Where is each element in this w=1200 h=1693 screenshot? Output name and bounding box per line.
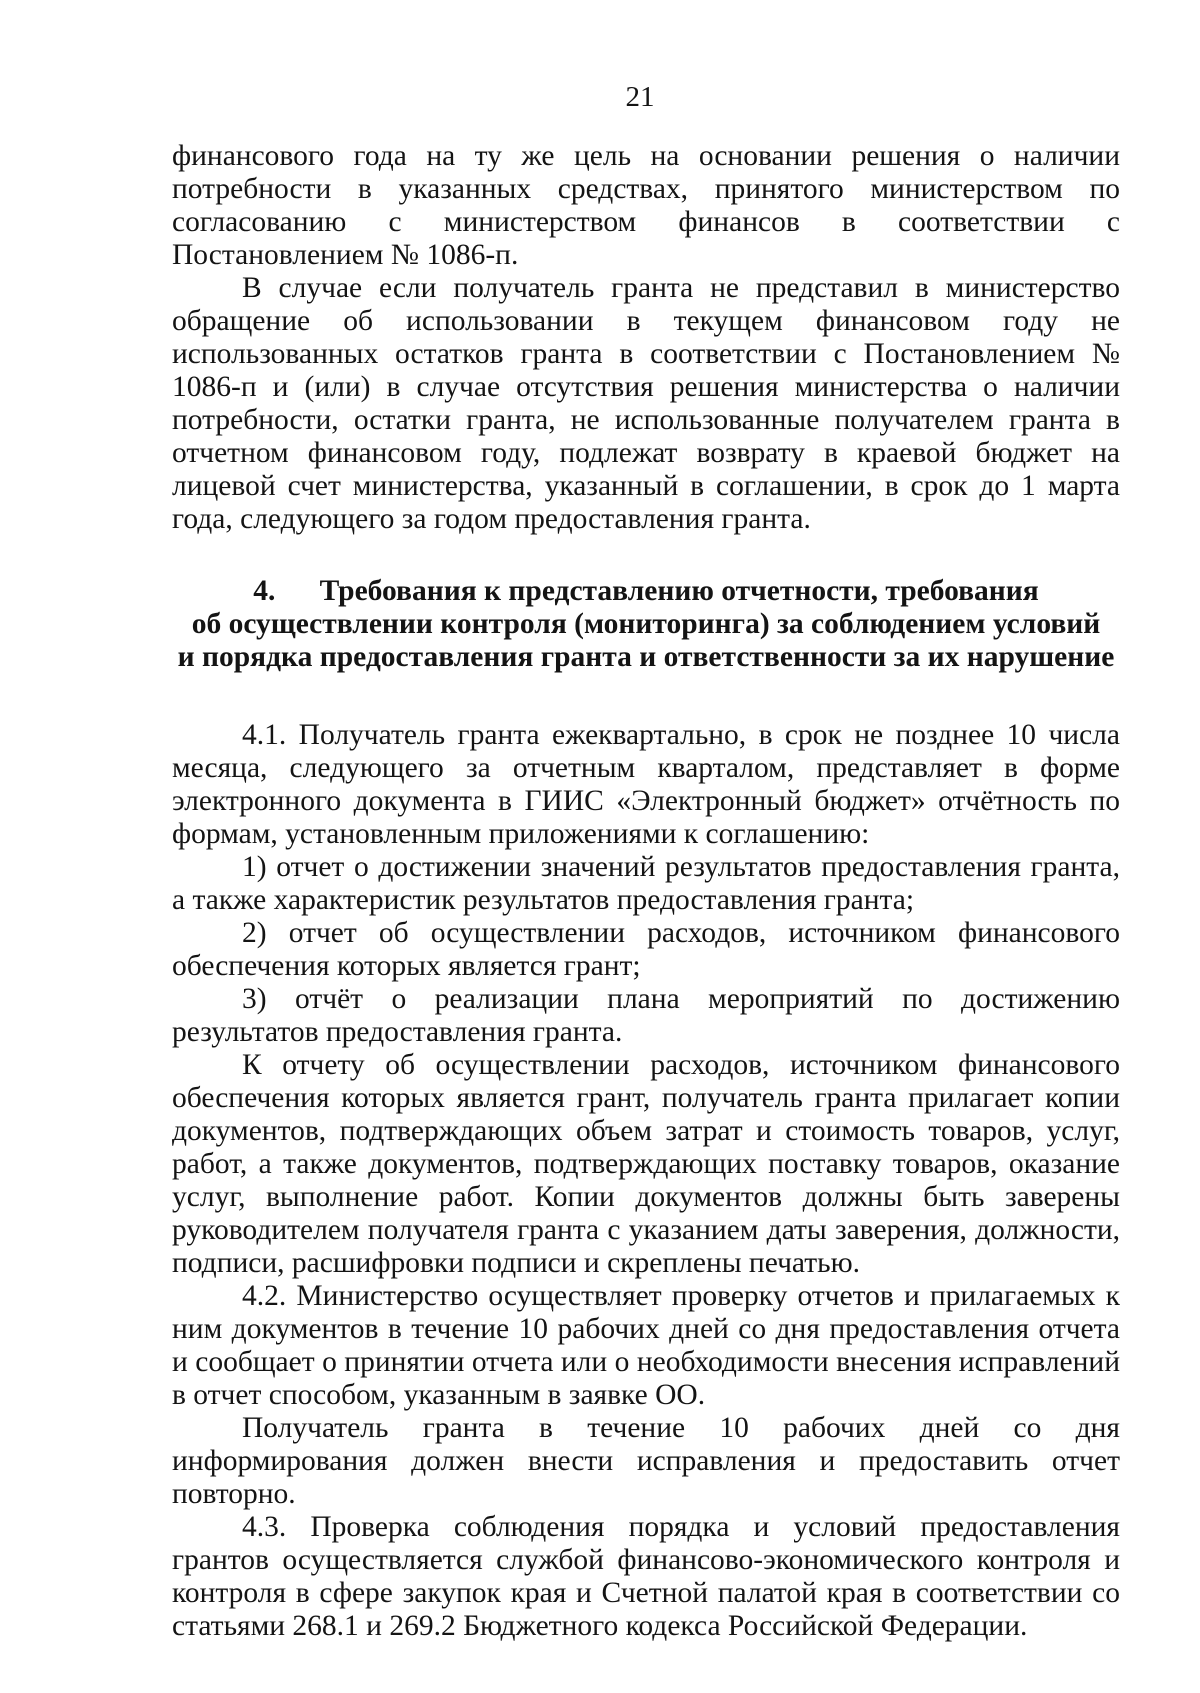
paragraph-4-2: 4.2. Министерство осуществляет проверку отчетов и прилагаемых к ним документов в течение 10 рабочих дней со дня предоставления отчета и сообщает о принятии отчета или о необходимости внесения исправлений в отчет способом, указанным в заявке ОО. (172, 1280, 1120, 1411)
paragraph-expense-report-attachments: К отчету об осуществлении расходов, источником финансового обеспечения которых является грант, получатель гранта прилагает копии документов, подтверждающих объем затрат и стоимость товаров, услуг, работ, а также документов, подтверждающих поставку товаров, оказание услуг, выполнение работ. Копии документов должны быть заверены руководителем получателя гранта с указанием даты заверения, должности, подписи, расшифровки подписи и скреплены печатью. (172, 1049, 1120, 1279)
paragraph-4-1: 4.1. Получатель гранта ежеквартально, в срок не позднее 10 числа месяца, следующего за отчетным кварталом, представляет в форме электронного документа в ГИИС «Электронный бюджет» отчётность по формам, установленным приложениями к соглашению: (172, 719, 1120, 850)
paragraph-4-3: 4.3. Проверка соблюдения порядка и условий предоставления грантов осуществляется службой финансово-экономического контроля и контроля в сфере закупок края и Счетной палатой края в соответствии со статьями 268.1 и 269.2 Бюджетного кодекса Российской Федерации. (172, 1511, 1120, 1642)
paragraph-corrections: Получатель гранта в течение 10 рабочих дней со дня информирования должен внести исправления и предоставить отчет повторно. (172, 1412, 1120, 1510)
paragraph-unused-balance-return: В случае если получатель гранта не представил в министерство обращение об использовании в текущем финансовом году не использованных остатков гранта в соответствии с Постановлением № 1086-п и (или) в случае отсутствия решения министерства о наличии потребности, остатки гранта, не использованные получателем гранта в отчетном финансовом году, подлежат возврату в краевой бюджет на лицевой счет министерства, указанный в соглашении, в срок до 1 марта года, следующего за годом предоставления гранта. (172, 272, 1120, 535)
paragraph-continuation: финансового года на ту же цель на основании решения о наличии потребности в указанных средствах, принятого министерством по согласованию с министерством финансов в соответствии с Постановлением № 1086-п. (172, 140, 1120, 271)
list-item-report-3: 3) отчёт о реализации плана мероприятий по достижению результатов предоставления гранта. (172, 983, 1120, 1048)
list-item-report-1: 1) отчет о достижении значений результатов предоставления гранта, а также характеристик результатов предоставления гранта; (172, 851, 1120, 916)
document-body (172, 140, 1120, 1643)
section-heading-4 (172, 575, 1120, 674)
section-heading-line: об осуществлении контроля (мониторинга) за соблюдением условий (191, 608, 1101, 640)
page-number: 21 (625, 81, 655, 113)
list-item-report-2: 2) отчет об осуществлении расходов, источником финансового обеспечения которых является грант; (172, 917, 1120, 982)
section-heading-line: 4. Требования к представлению отчетности, требования (253, 575, 1039, 607)
section-heading-line: и порядка предоставления гранта и ответственности за их нарушение (177, 641, 1115, 673)
